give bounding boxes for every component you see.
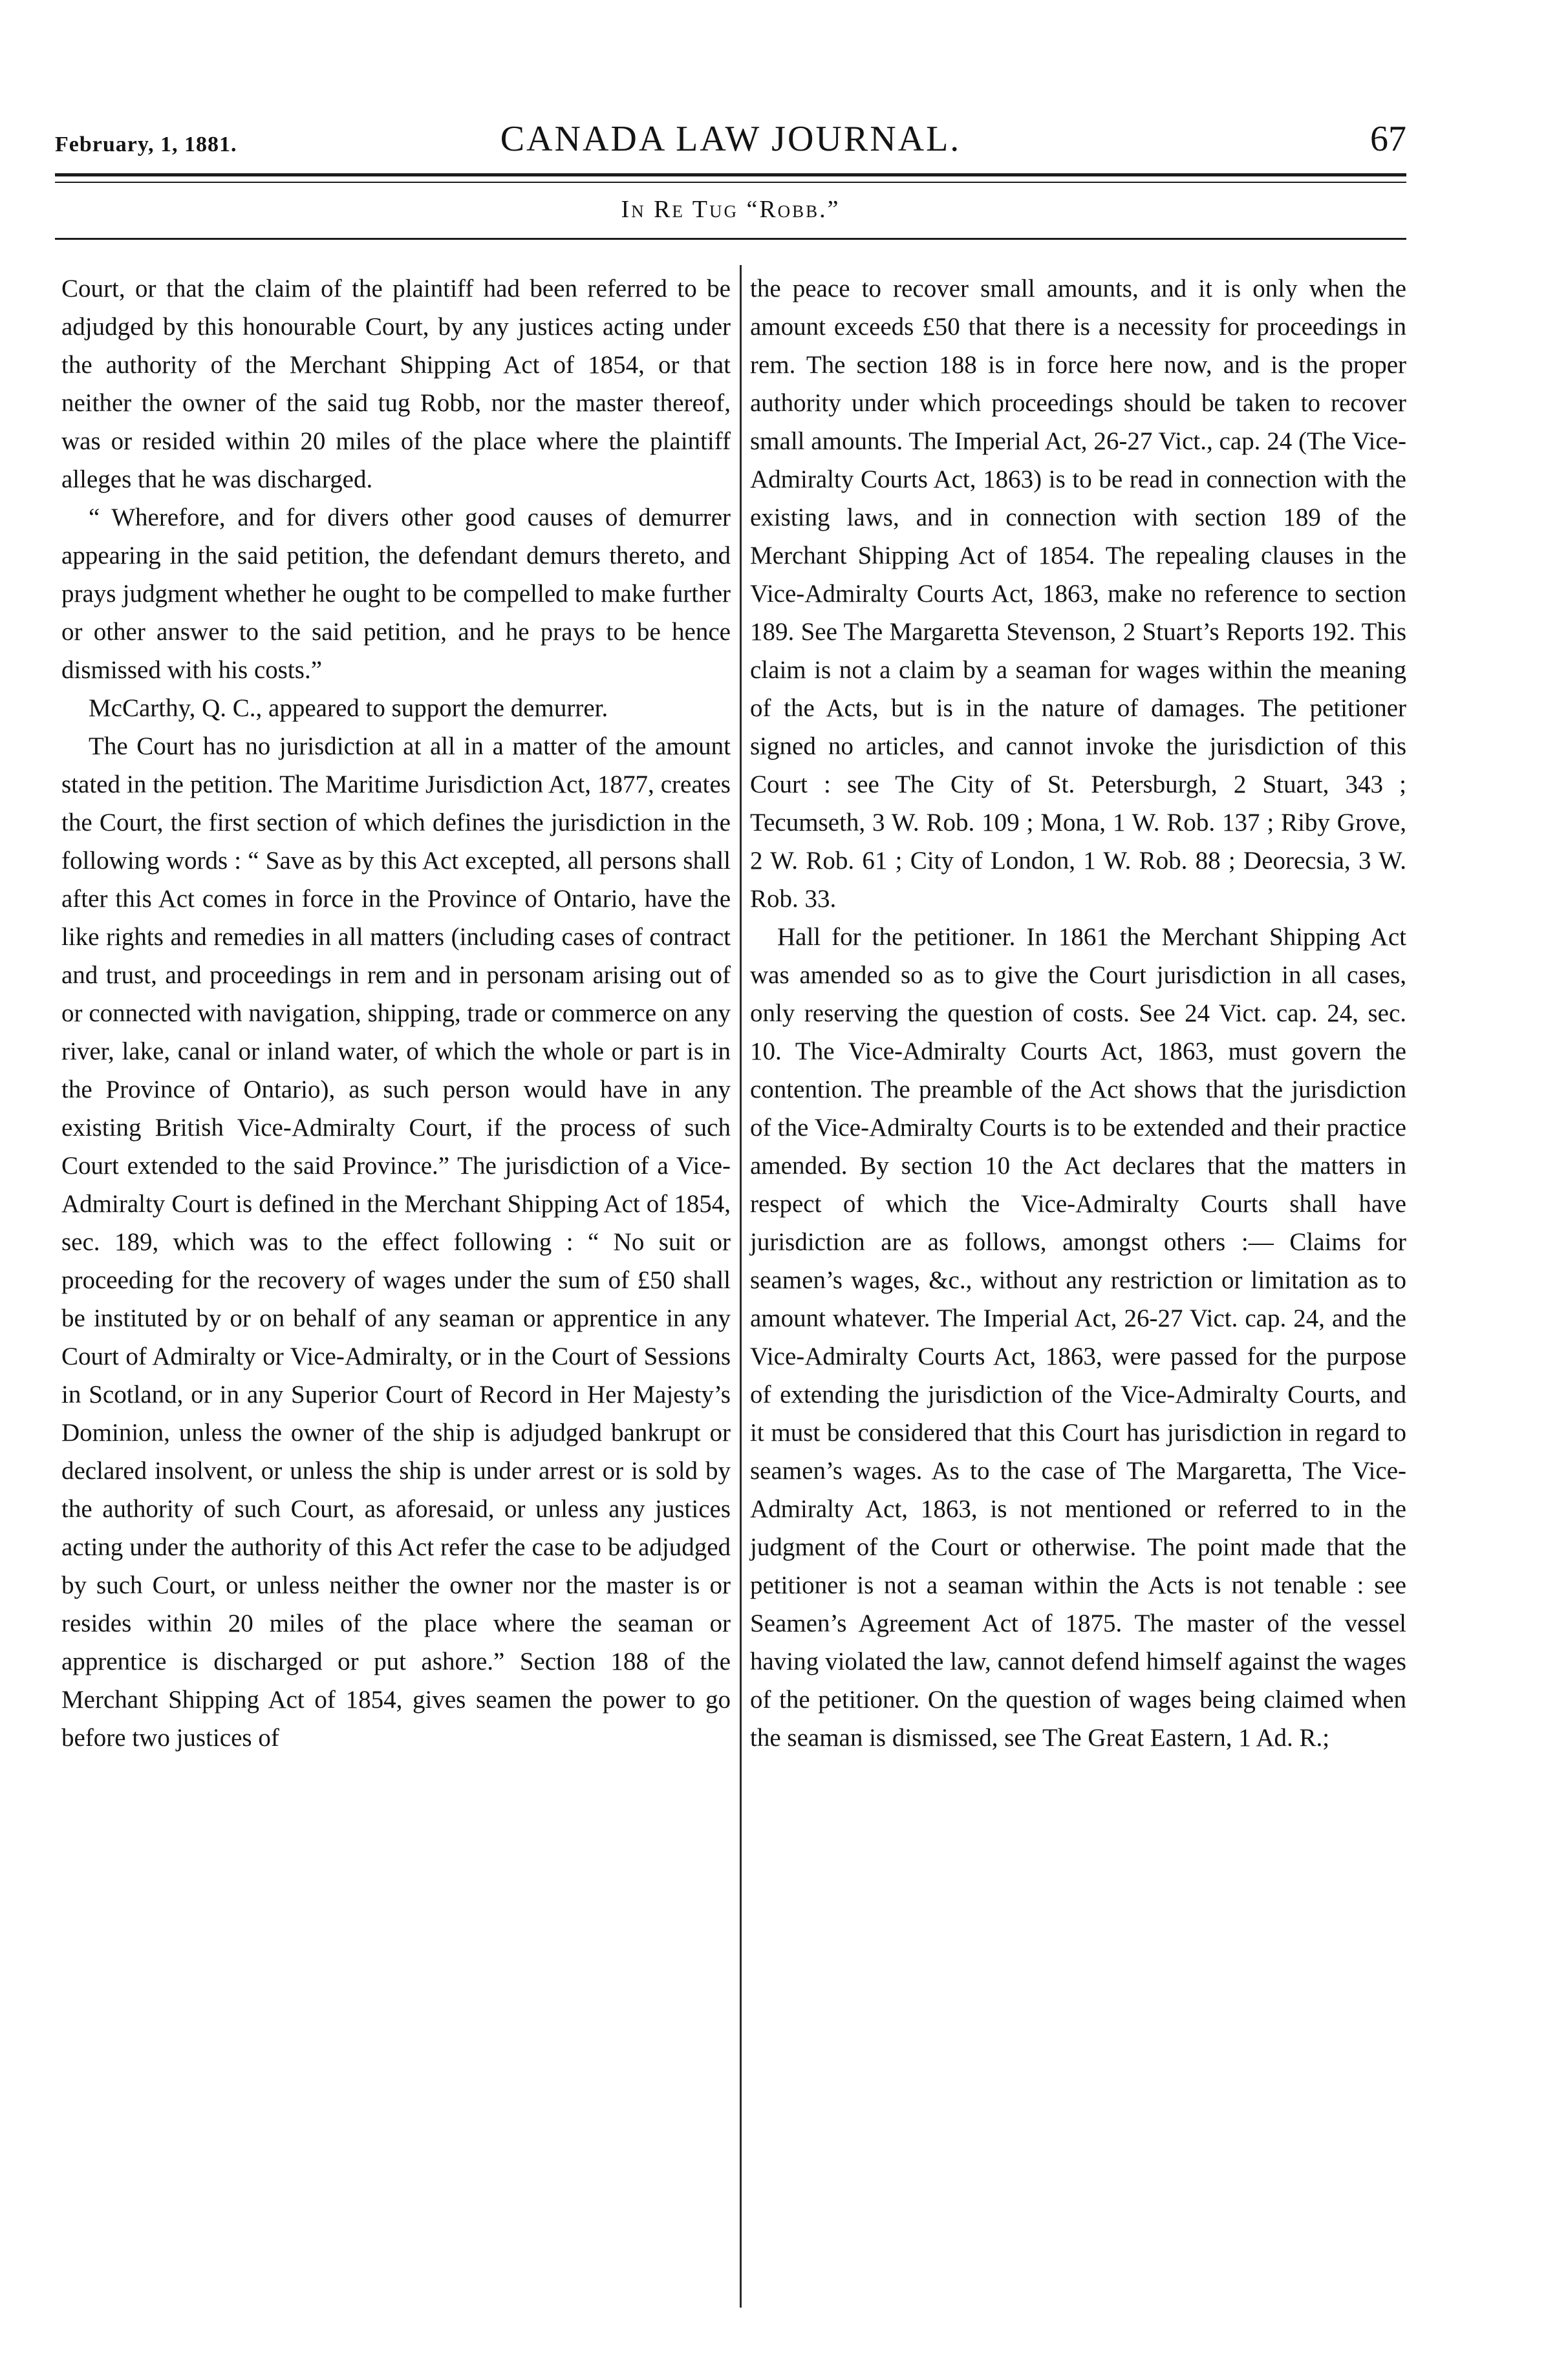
issue-date: February, 1, 1881. — [55, 133, 237, 156]
left-column — [61, 270, 731, 1757]
left-paragraph-1: Court, or that the claim of the plaintiff had been referred to be adjudged by this honourable Court, by any justices acting under the authority of the Merchant Shipping Act of 1854, or that neither the owner of the said tug Robb, nor the master thereof, was or resided within 20 miles of the place where the plaintiff alleges that he was discharged. — [61, 275, 731, 493]
page-number: 67 — [1370, 119, 1406, 159]
right-paragraph-2: Hall for the petitioner. In 1861 the Merchant Shipping Act was amended so as to give the Court jurisdiction in all cases, only reserving the question of costs. See 24 Vict. cap. 24, sec. 10. The Vice-Admiralty Courts Act, 1863, must govern the contention. The preamble of the Act shows that the jurisdiction of the Vice-Admiralty Courts is to be extended and their practice amended. By section 10 the Act declares that the matters in respect of which the Vice-Admiralty Courts shall have jurisdiction are as follows, amongst others :— Claims for seamen’s wages, &c., without any restriction or limitation as to amount whatever. The Imperial Act, 26-27 Vict. cap. 24, and the Vice-Admiralty Courts Act, 1863, were passed for the purpose of extending the jurisdiction of the Vice-Admiralty Courts, and it must be considered that this Court has jurisdiction in regard to seamen’s wages. As to the case of The Margaretta, The Vice-Admiralty Act, 1863, is not mentioned or referred to in the judgment of the Court or otherwise. The point made that the petitioner is not a seaman within the Acts is not tenable : see Seamen’s Agreement Act of 1875. The master of the vessel having violated the law, cannot defend himself against the wages of the petitioner. On the question of wages being claimed when the seaman is dismissed, see The Great Eastern, 1 Ad. R.; — [750, 923, 1406, 1752]
running-head — [55, 113, 1406, 165]
header-rule-thick — [55, 173, 1406, 176]
case-title: In Re Tug “Robb.” — [621, 196, 841, 223]
left-paragraph-4: The Court has no jurisdiction at all in a matter of the amount stated in the petition. The Maritime Jurisdiction Act, 1877, creates the Court, the first section of which defines the jurisdiction in the following words : “ Save as by this Act excepted, all persons shall after this Act comes in force in the Province of Ontario, have the like rights and remedies in all matters (including cases of contract and trust, and proceedings in rem and in personam arising out of or connected with navigation, shipping, trade or commerce on any river, lake, canal or inland water, of which the whole or part is in the Province of Ontario), as such person would have in any existing British Vice-Admiralty Court, if the process of such Court extended to the said Province.” The jurisdiction of a Vice-Admiralty Court is defined in the Merchant Shipping Act of 1854, sec. 189, which was to the effect following : “ No suit or proceeding for the recovery of wages under the sum of £50 shall be instituted by or on behalf of any seaman or apprentice in any Court of Admiralty or Vice-Admiralty, or in the Court of Sessions in Scotland, or in any Superior Court of Record in Her Majesty’s Dominion, unless the owner of the ship is adjudged bankrupt or declared insolvent, or unless the ship is under arrest or is sold by the authority of such Court, as aforesaid, or unless any justices acting under the authority of this Act refer the case to be adjudged by such Court, or unless neither the owner nor the master is or resides within 20 miles of the place where the seaman or apprentice is discharged or put ashore.” Section 188 of the Merchant Shipping Act of 1854, gives seamen the power to go before two justices of — [61, 732, 731, 1752]
header-rule-thin — [55, 182, 1406, 183]
left-paragraph-3: McCarthy, Q. C., appeared to support the demurrer. — [89, 694, 608, 722]
case-title-rule — [55, 238, 1406, 240]
column-divider — [740, 265, 742, 2308]
left-paragraph-2: “ Wherefore, and for divers other good causes of demurrer appearing in the said petition, the defendant demurs thereto, and prays judgment whether he ought to be compelled to make further or other answer to the said petition, and he prays to be hence dismissed with his costs.” — [61, 504, 731, 684]
journal-title: CANADA LAW JOURNAL. — [500, 119, 961, 159]
right-paragraph-1: the peace to recover small amounts, and it is only when the amount exceeds £50 that there is a necessity for proceedings in rem. The section 188 is in force here now, and is the proper authority under which proceedings should be taken to recover small amounts. The Imperial Act, 26-27 Vict., cap. 24 (The Vice-Admiralty Courts Act, 1863) is to be read in connection with the existing laws, and in connection with section 189 of the Merchant Shipping Act of 1854. The repealing clauses in the Vice-Admiralty Courts Act, 1863, make no reference to section 189. See The Margaretta Stevenson, 2 Stuart’s Reports 192. This claim is not a claim by a seaman for wages within the meaning of the Acts, but is in the nature of damages. The petitioner signed no articles, and cannot invoke the jurisdiction of this Court : see The City of St. Petersburgh, 2 Stuart, 343 ; Tecumseth, 3 W. Rob. 109 ; Mona, 1 W. Rob. 137 ; Riby Grove, 2 W. Rob. 61 ; City of London, 1 W. Rob. 88 ; Deorecsia, 3 W. Rob. 33. — [750, 275, 1406, 913]
right-column — [750, 270, 1406, 1757]
